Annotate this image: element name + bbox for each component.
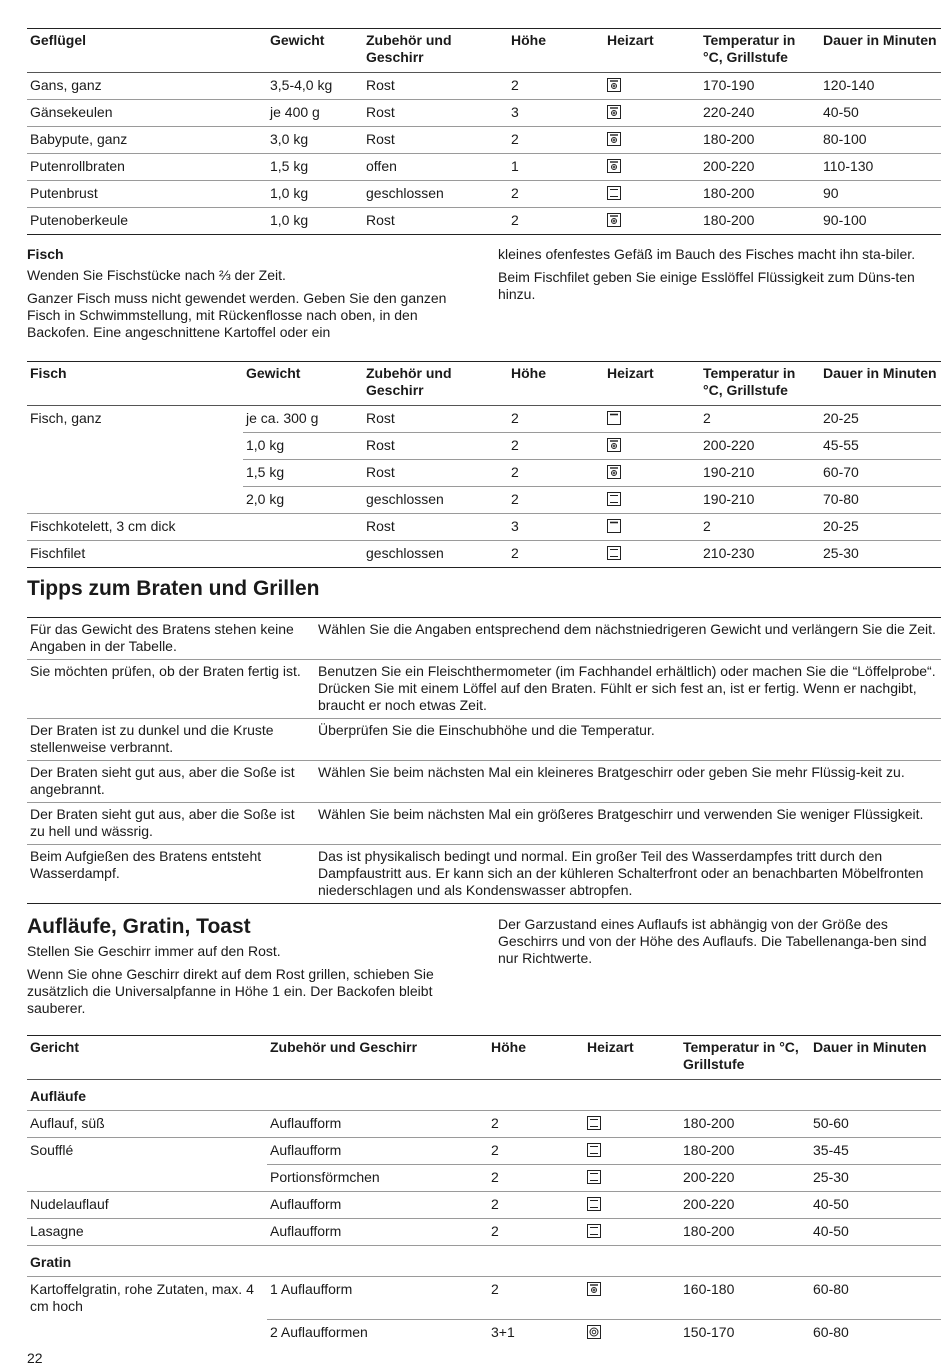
cell-time: 40-50	[813, 1196, 849, 1212]
header-weight: Gewicht	[270, 32, 325, 48]
table-row	[27, 1319, 941, 1346]
cell-accessory: 2 Auflaufformen	[270, 1323, 368, 1340]
cell-accessory: geschlossen	[366, 185, 444, 201]
grill-fan-icon	[607, 132, 621, 146]
tips-table-container	[27, 617, 941, 904]
table-row	[27, 460, 941, 487]
tip-problem: Sie möchten prüfen, ob der Braten fertig ist.	[30, 663, 301, 679]
cell-temp: 150-170	[683, 1323, 735, 1340]
table-row	[27, 1219, 941, 1246]
header-accessory: Zubehör und Geschirr	[366, 32, 452, 65]
heat-cell	[584, 1165, 680, 1192]
cell-level: 2	[511, 185, 519, 201]
cell-time: 20-25	[823, 518, 859, 534]
grill-fan-icon	[607, 105, 621, 119]
grill-fan-icon	[587, 1282, 601, 1296]
header-heat: Heizart	[607, 32, 654, 48]
cell-dish: Putenbrust	[30, 185, 98, 201]
cell-level: 2	[491, 1196, 499, 1212]
heat-cell	[604, 406, 700, 433]
group-label: Gratin	[30, 1254, 72, 1270]
cell-dish	[27, 1165, 267, 1192]
casserole-heading: Aufläufe, Gratin, Toast	[27, 915, 251, 938]
cell-level: 2	[511, 212, 519, 228]
table-row	[27, 208, 941, 235]
tip-solution: Das ist physikalisch bedingt und normal. Ein großer Teil des Wasserdampfes tritt durch den Dampfaustritt aus. Er kann sich an der kühleren Schalterfront oder an benachbarten Möbelfronten niederschlagen und als Kondenswasser abtropfen.	[318, 848, 924, 898]
cell-temp: 180-200	[703, 212, 755, 228]
cell-accessory: Rost	[366, 131, 395, 147]
cell-temp: 170-190	[703, 77, 755, 93]
header-temp: Temperatur in °C, Grillstufe	[703, 365, 796, 398]
table-row	[27, 181, 941, 208]
heat-cell	[584, 1192, 680, 1219]
tip-solution: Benutzen Sie ein Fleischthermometer (im Fachhandel erhältlich) oder machen Sie die “Löffelprobe“. Drücken Sie mit einem Löffel auf den Braten. Fühlt er sich fest an, ist er fertig. Wenn er nachgibt, braucht er noch etwas Zeit.	[318, 663, 936, 713]
header-heat: Heizart	[587, 1039, 634, 1055]
cell-temp: 200-220	[703, 158, 755, 174]
grill-fan-icon	[607, 438, 621, 452]
tips-row	[27, 618, 941, 660]
table-row	[27, 154, 941, 181]
tips-row	[27, 803, 941, 845]
cell-weight	[243, 514, 363, 541]
cell-temp: 180-200	[703, 131, 755, 147]
cell-accessory: Rost	[366, 104, 395, 120]
cell-accessory: Auflaufform	[270, 1196, 342, 1212]
heat-cell	[584, 1111, 680, 1138]
cell-dish: Gänsekeulen	[30, 104, 113, 120]
cell-weight: 1,5 kg	[270, 158, 309, 174]
cell-accessory: Rost	[366, 212, 395, 228]
cell-level: 2	[508, 433, 604, 460]
tip-problem: Der Braten ist zu dunkel und die Kruste stellenweise verbrannt.	[30, 722, 274, 755]
heat-cell	[604, 208, 700, 235]
cell-dish	[27, 487, 243, 514]
tip-solution: Wählen Sie die Angaben entsprechend dem nächstniedrigeren Gewicht und verlängern Sie die Zeit.	[318, 621, 936, 637]
heat-cell	[604, 73, 700, 100]
cell-level: 2	[511, 491, 519, 507]
cell-accessory: Rost	[366, 77, 395, 93]
cell-weight: je ca. 300 g	[243, 406, 363, 433]
cell-dish: Babypute, ganz	[30, 131, 128, 147]
casserole-paragraph: Stellen Sie Geschirr immer auf den Rost.	[27, 943, 281, 959]
fish-table	[27, 361, 941, 568]
heat-cell	[584, 1319, 680, 1346]
poultry-table	[27, 28, 941, 235]
tips-row	[27, 761, 941, 803]
cell-time: 60-80	[813, 1323, 849, 1340]
header-dish: Fisch	[30, 365, 67, 381]
fish-paragraph: kleines ofenfestes Gefäß im Bauch des Fisches macht ihn sta-biler.	[498, 246, 916, 262]
poultry-table-container	[27, 28, 941, 235]
cell-level: 2	[491, 1223, 499, 1239]
cell-accessory: Rost	[363, 433, 508, 460]
header-level: Höhe	[511, 32, 546, 48]
heat-cell	[604, 487, 700, 514]
cell-level: 2	[511, 77, 519, 93]
cell-dish: Lasagne	[30, 1223, 84, 1239]
poultry-table-header	[27, 29, 941, 73]
cell-accessory: geschlossen	[366, 545, 444, 561]
heat-cell	[604, 181, 700, 208]
casserole-table	[27, 1035, 941, 1346]
grill-fan-icon	[607, 465, 621, 479]
cell-dish	[27, 433, 243, 460]
tip-solution: Wählen Sie beim nächsten Mal ein größeres Bratgeschirr und verwenden Sie weniger Flüssigkeit.	[318, 806, 924, 822]
fish-section-title: Fisch	[27, 246, 64, 262]
cell-temp: 2	[700, 406, 820, 433]
header-accessory: Zubehör und Geschirr	[270, 1039, 418, 1055]
cell-accessory: Portionsförmchen	[270, 1169, 380, 1185]
top-bottom-heat-icon	[587, 1143, 601, 1157]
cell-dish: Fischkotelett, 3 cm dick	[30, 518, 176, 534]
tips-row	[27, 660, 941, 719]
casserole-paragraph: Wenn Sie ohne Geschirr direkt auf dem Rost grillen, schieben Sie zusätzlich die Universalpfanne in Höhe 1 ein. Der Backofen bleibt sauberer.	[27, 966, 434, 1016]
cell-time: 50-60	[813, 1115, 849, 1131]
cell-time: 90-100	[823, 212, 867, 228]
cell-time: 60-70	[820, 460, 941, 487]
casserole-table-container	[27, 1035, 941, 1346]
table-row	[27, 433, 941, 460]
fish-text-right	[498, 246, 940, 309]
cell-weight: je 400 g	[270, 104, 320, 120]
cell-temp: 190-210	[703, 491, 755, 507]
header-weight: Gewicht	[246, 365, 301, 381]
cell-dish: Putenrollbraten	[30, 158, 125, 174]
top-bottom-heat-icon	[587, 1197, 601, 1211]
header-level: Höhe	[511, 365, 546, 381]
top-bottom-heat-icon	[607, 186, 621, 200]
heat-cell	[584, 1138, 680, 1165]
table-row	[27, 1192, 941, 1219]
header-level: Höhe	[491, 1039, 526, 1055]
cell-temp: 200-220	[683, 1196, 735, 1212]
heat-cell	[604, 154, 700, 181]
cell-accessory: Rost	[363, 406, 508, 433]
cell-temp: 200-220	[683, 1169, 735, 1185]
group-row	[27, 1246, 941, 1277]
tips-heading: Tipps zum Braten und Grillen	[27, 577, 320, 600]
cell-level: 3	[511, 104, 519, 120]
cell-temp: 180-200	[703, 185, 755, 201]
cell-accessory: offen	[366, 158, 397, 174]
cell-temp: 160-180	[680, 1277, 810, 1320]
table-row	[27, 541, 941, 568]
tips-table	[27, 617, 941, 904]
grill-icon	[607, 411, 621, 425]
fish-paragraph: Beim Fischfilet geben Sie einige Esslöffel Flüssigkeit zum Düns-ten hinzu.	[498, 269, 915, 302]
cell-level: 2	[488, 1138, 584, 1165]
top-bottom-heat-icon	[587, 1224, 601, 1238]
cell-time: 25-30	[823, 545, 859, 561]
group-row	[27, 1080, 941, 1111]
cell-time: 80-100	[823, 131, 867, 147]
tip-problem: Der Braten sieht gut aus, aber die Soße ist angebrannt.	[30, 764, 295, 797]
cell-dish	[27, 460, 243, 487]
cell-level: 2	[491, 1115, 499, 1131]
cell-dish: Fischfilet	[30, 545, 86, 561]
tip-solution: Wählen Sie beim nächsten Mal ein kleineres Bratgeschirr oder geben Sie mehr Flüssig-keit zu.	[318, 764, 905, 780]
cell-dish: Soufflé	[30, 1142, 74, 1158]
table-row	[27, 1277, 941, 1320]
grill-fan-icon	[607, 159, 621, 173]
header-time: Dauer in Minuten	[813, 1039, 927, 1055]
table-row	[27, 487, 941, 514]
cell-level: 2	[508, 460, 604, 487]
cell-temp: 220-240	[703, 104, 755, 120]
tip-problem: Der Braten sieht gut aus, aber die Soße ist zu hell und wässrig.	[30, 806, 295, 839]
cell-temp: 180-200	[683, 1223, 735, 1239]
casserole-table-header	[27, 1036, 941, 1080]
cell-weight: 1,0 kg	[270, 212, 309, 228]
casserole-text-right	[498, 916, 940, 973]
cell-temp: 180-200	[680, 1138, 810, 1165]
table-row	[27, 1165, 941, 1192]
cell-temp: 200-220	[700, 433, 820, 460]
header-accessory: Zubehör und Geschirr	[366, 365, 452, 398]
top-bottom-heat-icon	[607, 492, 621, 506]
casserole-text-left	[27, 943, 477, 1023]
header-temp: Temperatur in °C, Grillstufe	[683, 1039, 799, 1072]
fish-table-header	[27, 362, 941, 406]
header-dish: Gericht	[30, 1039, 80, 1055]
tip-problem: Für das Gewicht des Bratens stehen keine Angaben in der Tabelle.	[30, 621, 294, 654]
table-row	[27, 127, 941, 154]
cell-accessory: Auflaufform	[270, 1115, 342, 1131]
table-row	[27, 1138, 941, 1165]
cell-dish: Gans, ganz	[30, 77, 102, 93]
cell-weight	[243, 541, 363, 568]
cell-dish: Auflauf, süß	[30, 1115, 105, 1131]
table-row	[27, 406, 941, 433]
page-number: 22	[27, 1350, 43, 1366]
top-bottom-heat-icon	[587, 1170, 601, 1184]
group-label: Aufläufe	[30, 1088, 86, 1104]
table-row	[27, 73, 941, 100]
cell-dish	[27, 1319, 267, 1346]
heat-cell	[604, 460, 700, 487]
cell-level: 2	[511, 545, 519, 561]
cell-accessory: Auflaufform	[267, 1138, 488, 1165]
cell-accessory: Rost	[366, 518, 395, 534]
cell-time: 20-25	[820, 406, 941, 433]
cell-level: 2	[488, 1277, 584, 1320]
cell-dish: Fisch, ganz	[30, 410, 102, 426]
cell-time: 60-80	[810, 1277, 941, 1320]
header-temp: Temperatur in °C, Grillstufe	[703, 32, 796, 65]
cell-weight: 3,5-4,0 kg	[270, 77, 333, 93]
cell-temp: 210-230	[703, 545, 755, 561]
cell-accessory: Rost	[363, 460, 508, 487]
cell-accessory: geschlossen	[366, 491, 444, 507]
top-bottom-heat-icon	[587, 1116, 601, 1130]
cell-weight: 2,0 kg	[246, 491, 285, 507]
tip-problem: Beim Aufgießen des Bratens entsteht Wasserdampf.	[30, 848, 262, 881]
fish-table-container	[27, 361, 941, 568]
cell-time: 45-55	[820, 433, 941, 460]
table-row	[27, 100, 941, 127]
heat-cell	[604, 541, 700, 568]
cell-time: 70-80	[823, 491, 859, 507]
cell-level: 2	[491, 1169, 499, 1185]
cell-temp: 180-200	[683, 1115, 735, 1131]
cell-time: 40-50	[813, 1223, 849, 1239]
cell-level: 3	[511, 518, 519, 534]
heat-cell	[584, 1277, 680, 1320]
cell-time: 90	[823, 185, 839, 201]
grill-fan-icon	[607, 78, 621, 92]
tip-solution: Überprüfen Sie die Einschubhöhe und die Temperatur.	[318, 722, 655, 738]
cell-weight: 1,5 kg	[243, 460, 363, 487]
top-bottom-heat-icon	[607, 546, 621, 560]
header-dish: Geflügel	[30, 32, 87, 48]
cell-time: 120-140	[823, 77, 875, 93]
fish-paragraph: Ganzer Fisch muss nicht gewendet werden. Geben Sie den ganzen Fisch in Schwimmstellung, mit Rückenflosse nach oben, in den Backofen. Eine angeschnittene Kartoffel oder ein	[27, 290, 447, 340]
tips-row	[27, 845, 941, 904]
cell-accessory: 1 Auflaufform	[267, 1277, 488, 1320]
table-row	[27, 1111, 941, 1138]
header-heat: Heizart	[607, 365, 654, 381]
cell-time: 25-30	[813, 1169, 849, 1185]
hot-air-icon	[587, 1325, 601, 1339]
cell-level: 1	[511, 158, 519, 174]
heat-cell	[584, 1219, 680, 1246]
cell-time: 40-50	[823, 104, 859, 120]
cell-time: 110-130	[823, 158, 874, 174]
cell-weight: 1,0 kg	[270, 185, 309, 201]
casserole-paragraph: Der Garzustand eines Auflaufs ist abhängig von der Größe des Geschirrs und von der Höhe des Auflaufs. Die Tabellenanga-ben sind nur Richtwerte.	[498, 916, 927, 966]
grill-fan-icon	[607, 213, 621, 227]
heat-cell	[604, 514, 700, 541]
heat-cell	[604, 100, 700, 127]
heat-cell	[604, 433, 700, 460]
cell-level: 2	[511, 131, 519, 147]
fish-text-left	[27, 246, 477, 347]
heat-cell	[604, 127, 700, 154]
cell-dish: Kartoffelgratin, rohe Zutaten, max. 4 cm hoch	[30, 1281, 254, 1314]
table-row	[27, 514, 941, 541]
cell-dish: Nudelauflauf	[30, 1196, 109, 1212]
cell-level: 3+1	[491, 1323, 515, 1340]
cell-accessory: Auflaufform	[270, 1223, 342, 1239]
cell-weight: 1,0 kg	[243, 433, 363, 460]
fish-paragraph: Wenden Sie Fischstücke nach ⅔ der Zeit.	[27, 267, 286, 283]
cell-weight: 3,0 kg	[270, 131, 309, 147]
cell-temp: 2	[703, 518, 711, 534]
cell-level: 2	[508, 406, 604, 433]
grill-icon	[607, 519, 621, 533]
header-time: Dauer in Minuten	[823, 32, 937, 48]
cell-dish: Putenoberkeule	[30, 212, 129, 228]
cell-time: 35-45	[810, 1138, 941, 1165]
tips-row	[27, 719, 941, 761]
header-time: Dauer in Minuten	[823, 365, 937, 381]
cell-temp: 190-210	[700, 460, 820, 487]
